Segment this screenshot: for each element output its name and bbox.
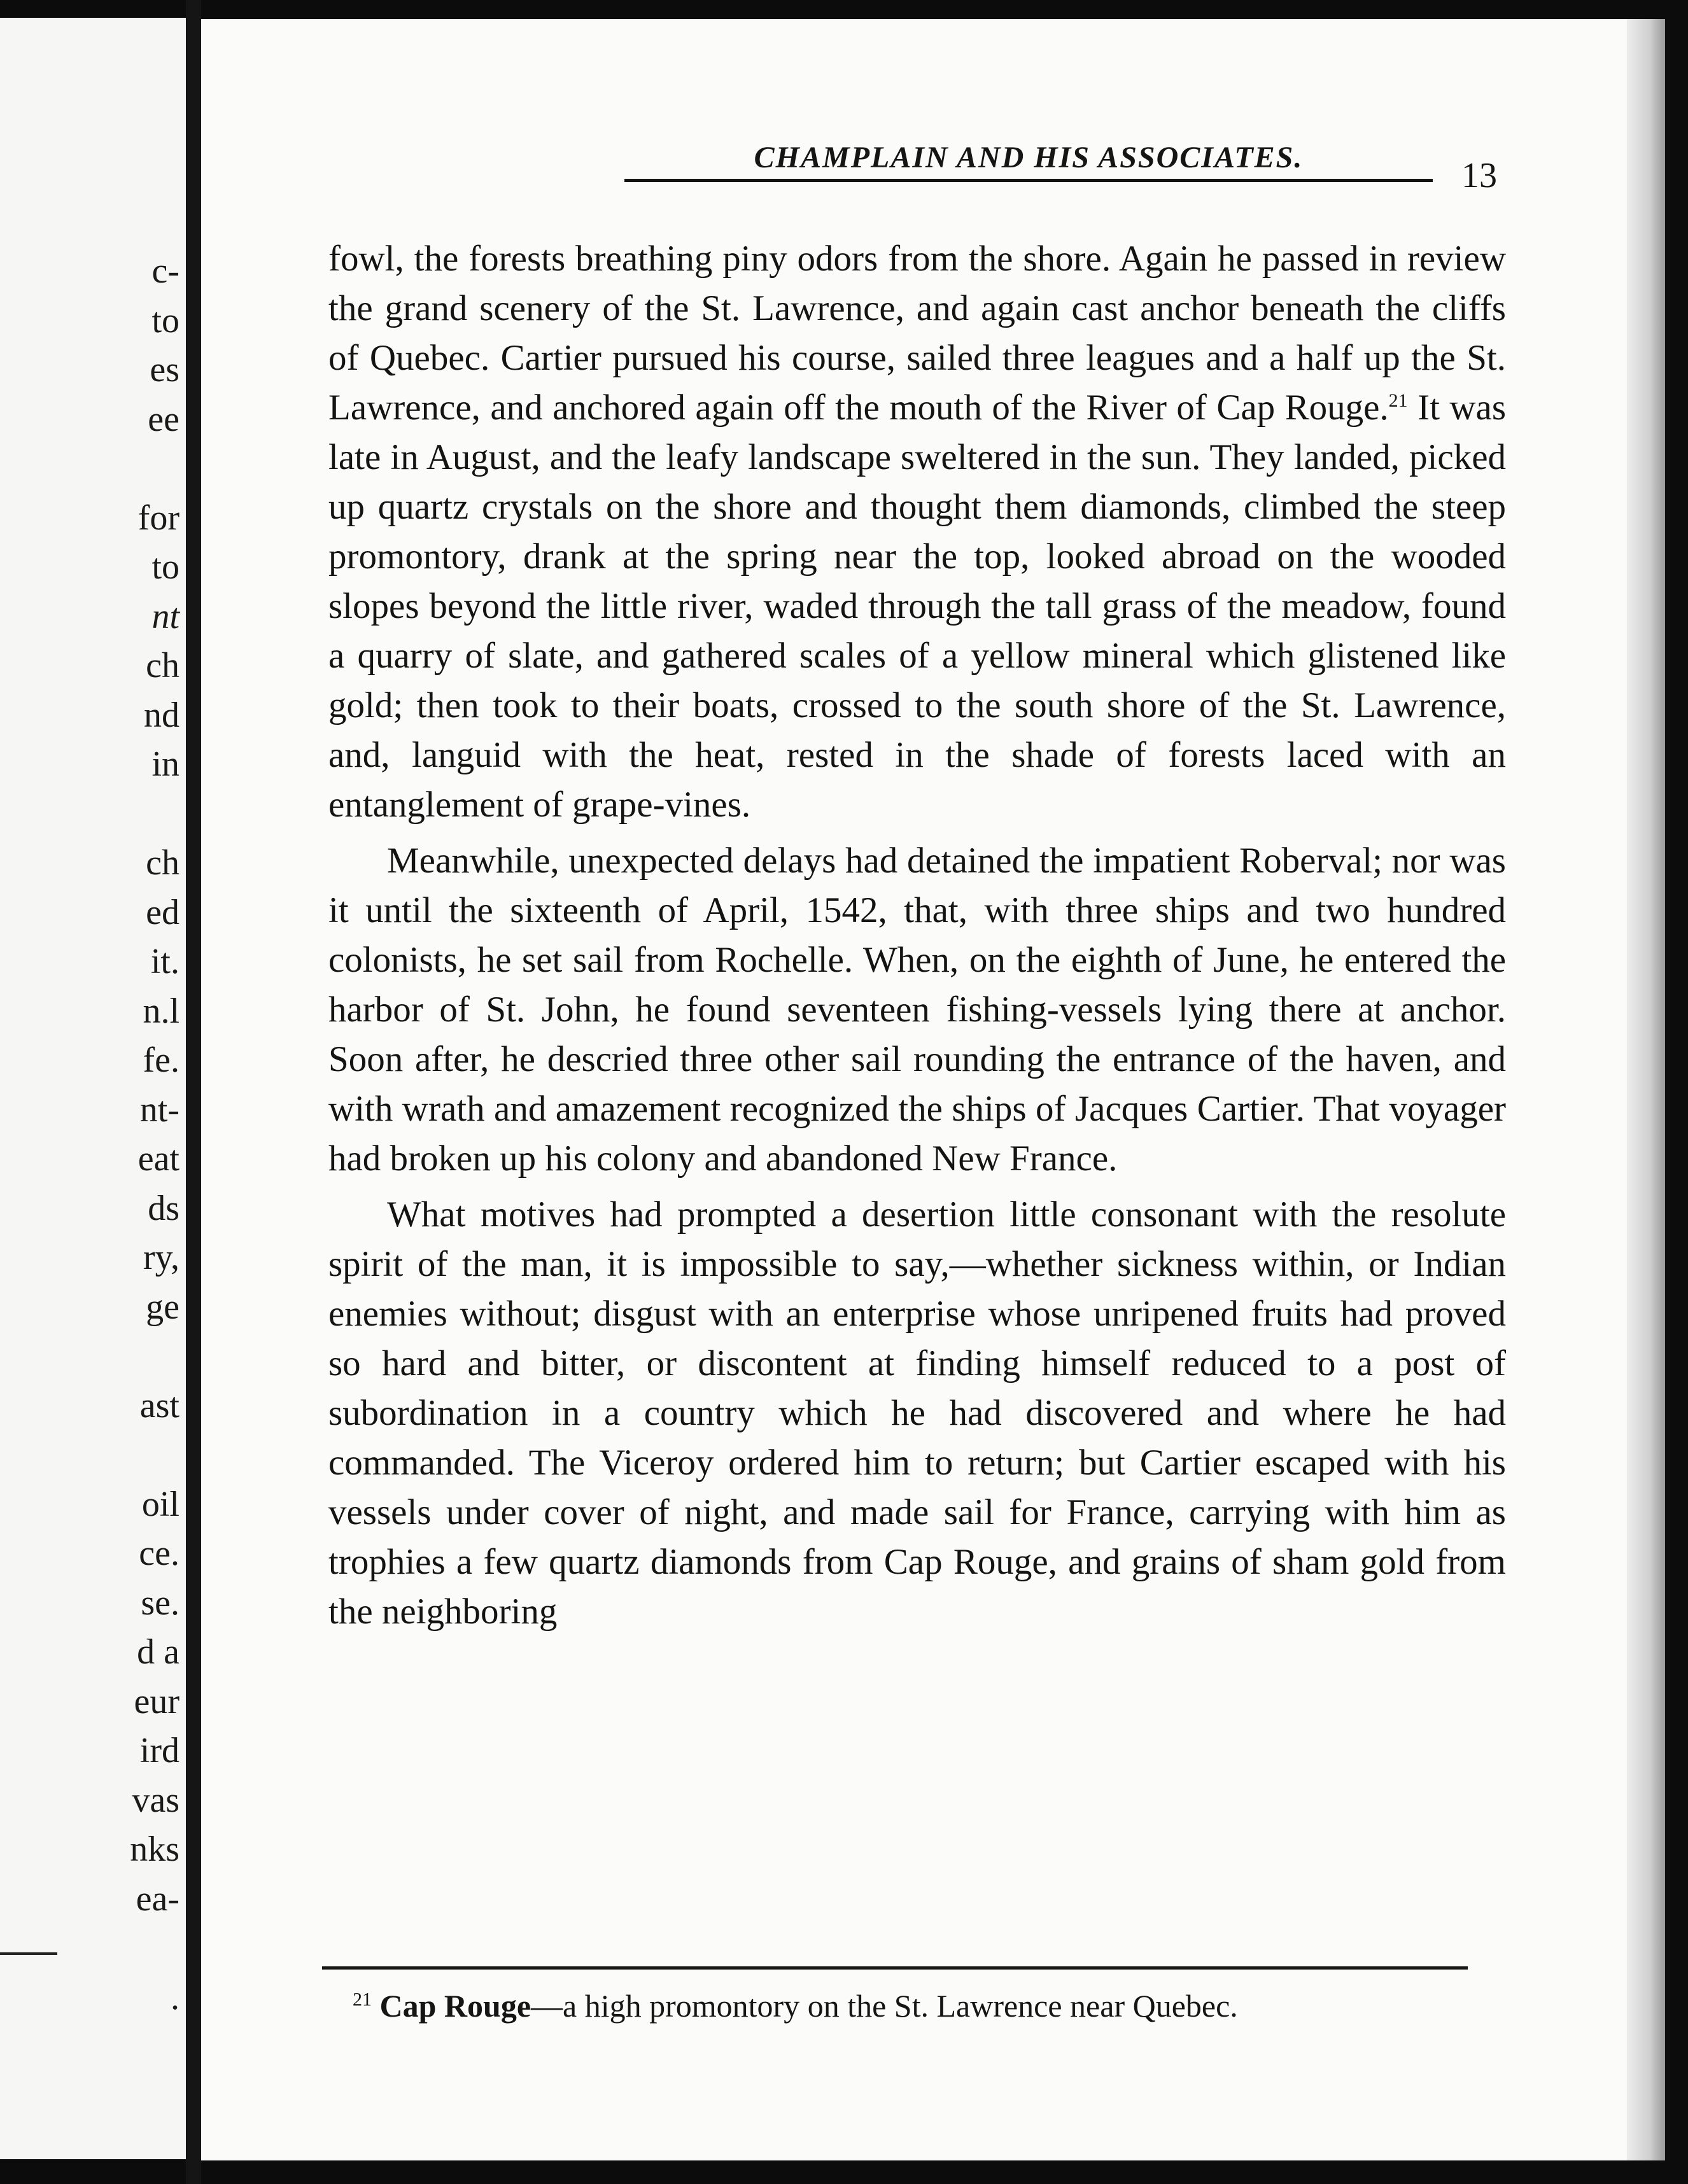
left-fragment: ce. [139, 1534, 179, 1573]
paragraph-2: Meanwhile, unexpected delays had detained the impatient Roberval; nor was it until the sixteenth of April, 1542, that, with three ships and two hundred colonists, he set sail from Rochelle. When, on the eighth of June, he entered the harbor of St. John, he found seventeen fishing-vessels lying there at anchor. Soon after, he descried three other sail rounding the entrance of the haven, and with wrath and amazement recognized the ships of Jacques Cartier. That voyager had broken up his colony and abandoned New France. [328, 841, 1506, 1179]
main-page [201, 19, 1665, 2160]
left-fragment: fe. [143, 1040, 179, 1080]
left-fragment: ch [146, 646, 179, 685]
left-page-sliver [0, 18, 186, 2159]
left-fragment: es [150, 350, 179, 389]
left-fragment [90, 1431, 179, 1480]
left-fragment: eat [137, 1139, 179, 1179]
left-fragment: eur [134, 1681, 179, 1721]
paragraph-1 [328, 234, 1506, 830]
body-text [328, 234, 1506, 1643]
left-fragment: vas [132, 1780, 179, 1820]
book-gutter [186, 0, 201, 2184]
left-page-text-fragments [90, 247, 179, 2022]
left-fragment: se. [141, 1583, 179, 1623]
footnote-text: —a high promontory on the St. Lawrence near Quebec. [531, 1988, 1238, 2024]
footnote-reference: 21 [1388, 390, 1408, 411]
left-fragment: d a [137, 1632, 179, 1672]
left-fragment: nks [130, 1830, 179, 1869]
running-head: CHAMPLAIN AND HIS ASSOCIATES. [624, 140, 1433, 182]
left-fragment [90, 1332, 179, 1382]
footnote-term: Cap Rouge [379, 1988, 531, 2024]
left-fragment: oil [141, 1484, 179, 1524]
left-fragment: to [151, 300, 179, 340]
left-fragment: ry, [143, 1238, 179, 1277]
page-number: 13 [1461, 156, 1497, 195]
left-fragment: it. [150, 942, 179, 981]
left-fragment: . [171, 1977, 179, 2017]
left-fragment: for [137, 498, 179, 538]
left-footnote-rule [0, 1952, 57, 1955]
left-fragment: ch [146, 843, 179, 883]
left-fragment: ea- [136, 1879, 179, 1919]
left-fragment: in [151, 745, 179, 784]
paragraph-3: What motives had prompted a desertion little consonant with the resolute spirit of the man, it is impossible to say,—whether sickness within, or Indian enemies without; disgust with an enterprise whose unripened fruits had proved so hard and bitter, or discontent at finding himself reduced to a post of subordination in a country which he had discovered and where he had commanded. The Viceroy ordered him to return; but Cartier escaped with his vessels under cover of night, and made sail for France, carrying with him as trophies a few quartz diamonds from Cap Rouge, and grains of sham gold from the neighboring [328, 1194, 1506, 1632]
left-fragment [90, 444, 179, 494]
footnote-rule [322, 1966, 1468, 1970]
footnote-number: 21 [353, 1989, 372, 2010]
left-fragment [90, 1924, 179, 1973]
left-fragment: nt [151, 596, 179, 636]
paragraph-1-text: fowl, the forests breathing piny odors from the shore. Again he passed in review the grand scenery of the St. Lawrence, and again cast anchor beneath the cliffs of Quebec. Cartier pursued his course, sailed three leagues and a half up the St. Lawrence, and anchored again off the mouth of the River of Cap Rouge. [328, 239, 1506, 428]
left-fragment: to [151, 547, 179, 587]
left-fragment: ge [146, 1287, 179, 1327]
paragraph-1-continued: It was late in August, and the leafy landscape sweltered in the sun. They landed, picked up quartz crystals on the shore and thought them diamonds, climbed the steep promontory, drank at the spring near the top, looked abroad on the wooded slopes beyond the little river, waded through the tall grass of the meadow, found a quarry of slate, and gathered scales of a yellow mineral which glistened like gold; then took to their boats, crossed to the south shore of the St. Lawrence, and, languid with the heat, rested in the shade of forests laced with an entanglement of grape-vines. [328, 388, 1507, 825]
left-fragment: ast [139, 1385, 179, 1425]
page-edge-shadow [1627, 19, 1665, 2160]
left-fragment [90, 790, 179, 839]
footnote [353, 1985, 1498, 2026]
left-fragment: nt- [139, 1089, 179, 1130]
left-fragment: ed [146, 892, 179, 932]
left-fragment: ds [148, 1188, 179, 1228]
left-fragment: nd [144, 695, 179, 735]
left-fragment: c- [151, 251, 179, 291]
left-fragment: ee [148, 399, 179, 439]
left-fragment: n.l [143, 991, 179, 1031]
left-fragment: ird [139, 1731, 179, 1770]
